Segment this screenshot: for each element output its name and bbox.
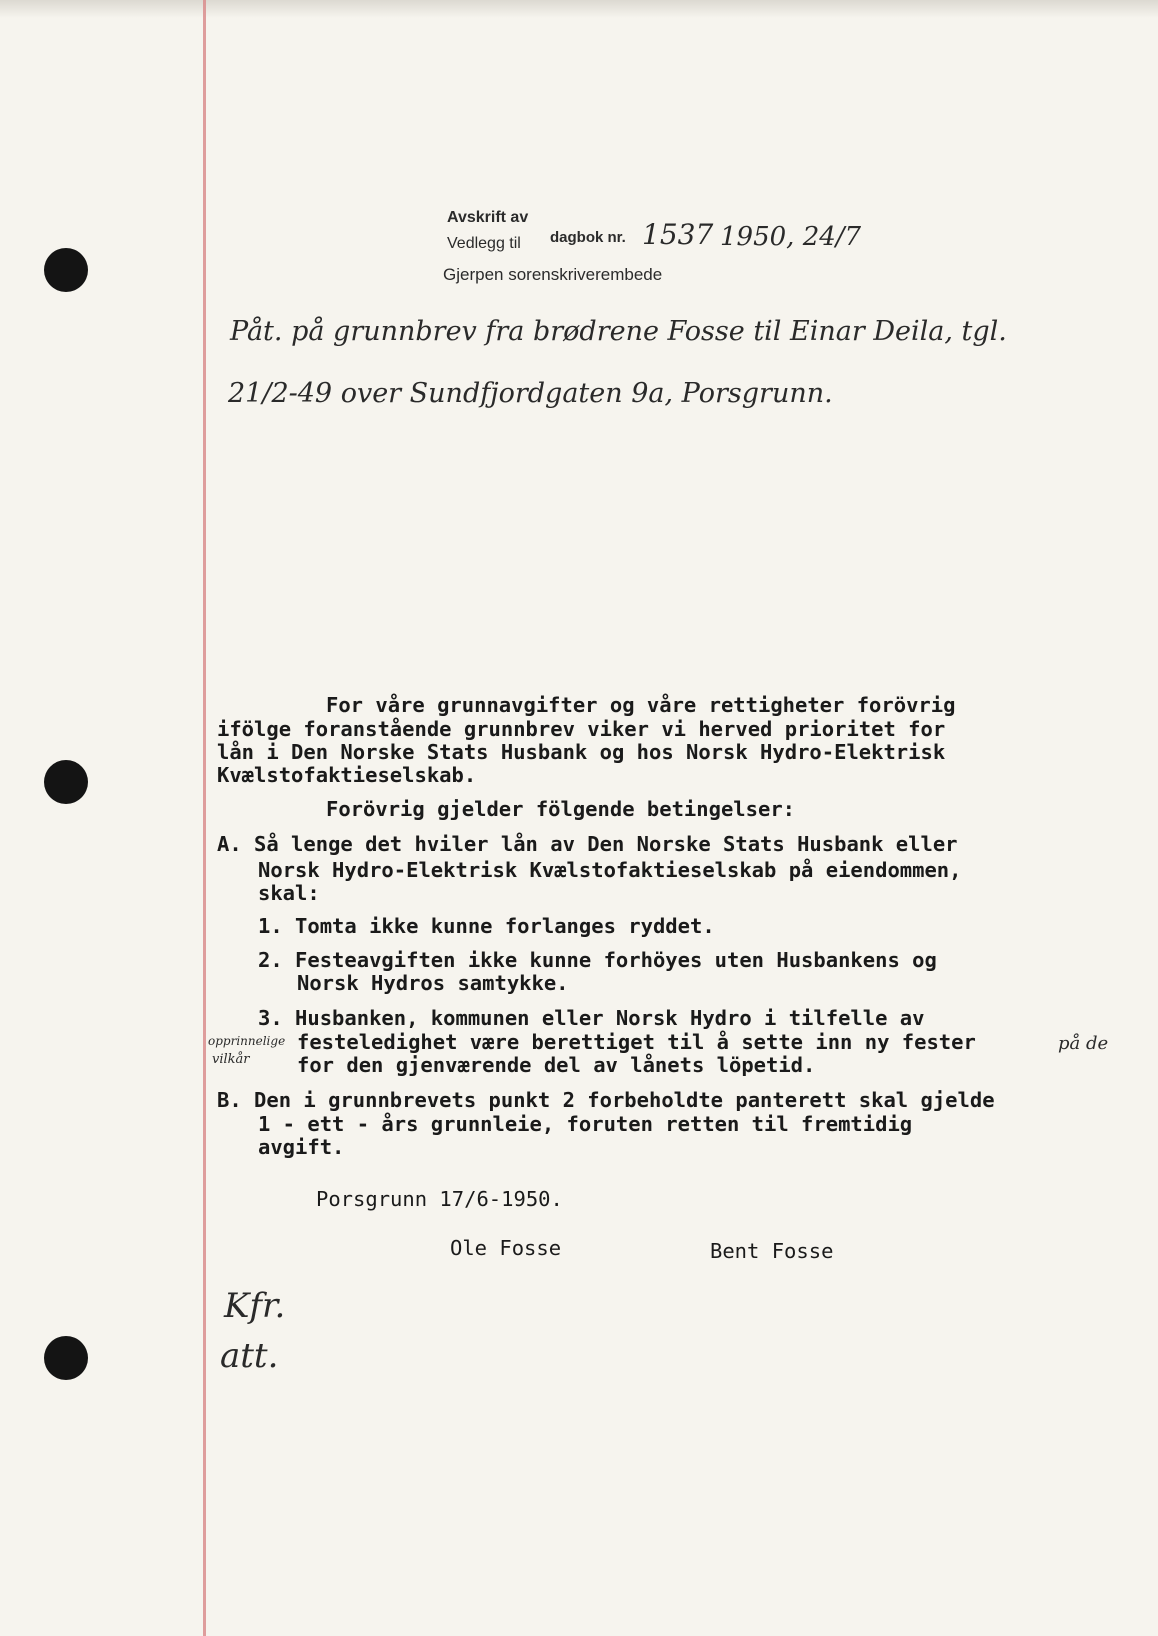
section-a-line-1: A. Så lenge det hviler lån av Den Norske Stats Husbank eller (217, 832, 958, 856)
stamp-avskrift-av: Avskrift av (447, 209, 529, 226)
stamp-vedlegg-til: Vedlegg til (447, 235, 521, 252)
item-3-line-3: for den gjenværende del av lånets löpetid. (297, 1053, 816, 1077)
page-top-edge (0, 0, 1158, 18)
intro-line-4: Kvælstofaktieselskab. (217, 763, 477, 787)
handwritten-note-left-1: opprinnelige (208, 1034, 286, 1048)
stamp-dagbok-nr: dagbok nr. (550, 229, 626, 246)
stamp-gjerpen: Gjerpen sorenskriverembede (443, 265, 663, 284)
conditions-heading: Forövrig gjelder fölgende betingelser: (326, 797, 795, 821)
handwritten-dagbok-number: 1537 (642, 218, 714, 251)
signature-bent-fosse: Bent Fosse (710, 1239, 834, 1263)
red-margin-line (203, 0, 206, 1636)
handwritten-title-line-1: Påt. på grunnbrev fra brødrene Fosse til Einar Deila, tgl. (230, 316, 1007, 347)
handwritten-title-line-2: 21/2-49 over Sundfjordgaten 9a, Porsgrunn. (228, 378, 833, 409)
punch-hole-middle (44, 760, 88, 804)
section-b-line-1: B. Den i grunnbrevets punkt 2 forbeholdte panterett skal gjelde (217, 1088, 995, 1112)
intro-line-1: For våre grunnavgifter og våre rettigheter forövrig (326, 693, 956, 717)
item-2-line-1: 2. Festeavgiften ikke kunne forhöyes uten Husbankens og (258, 948, 937, 972)
section-a-line-2: Norsk Hydro-Elektrisk Kvælstofaktieselskab på eiendommen, (258, 858, 962, 882)
section-b-line-3: avgift. (258, 1135, 345, 1159)
intro-line-2: ifölge foranstående grunnbrev viker vi herved prioritet for (217, 717, 946, 741)
intro-line-3: lån i Den Norske Stats Husbank og hos Norsk Hydro-Elektrisk (217, 740, 946, 764)
handwritten-annotation-kfr: Kfr. (224, 1286, 286, 1326)
handwritten-note-left-2: vilkår (212, 1052, 250, 1067)
handwritten-annotation-att: att. (220, 1336, 279, 1376)
punch-hole-bottom (44, 1336, 88, 1380)
handwritten-year-date: 1950, 24/7 (720, 222, 862, 252)
signature-ole-fosse: Ole Fosse (450, 1236, 562, 1260)
section-a-line-3: skal: (258, 881, 320, 905)
item-3-line-1: 3. Husbanken, kommunen eller Norsk Hydro i tilfelle av (258, 1006, 925, 1030)
item-3-line-2: festeledighet være berettiget til å sette inn ny fester (297, 1030, 976, 1054)
section-b-line-2: 1 - ett - års grunnleie, foruten retten til fremtidig (258, 1112, 913, 1136)
punch-hole-top (44, 248, 88, 292)
handwritten-note-right: på de (1058, 1033, 1109, 1054)
place-date: Porsgrunn 17/6-1950. (316, 1187, 563, 1211)
item-1: 1. Tomta ikke kunne forlanges ryddet. (258, 914, 715, 938)
item-2-line-2: Norsk Hydros samtykke. (297, 971, 569, 995)
